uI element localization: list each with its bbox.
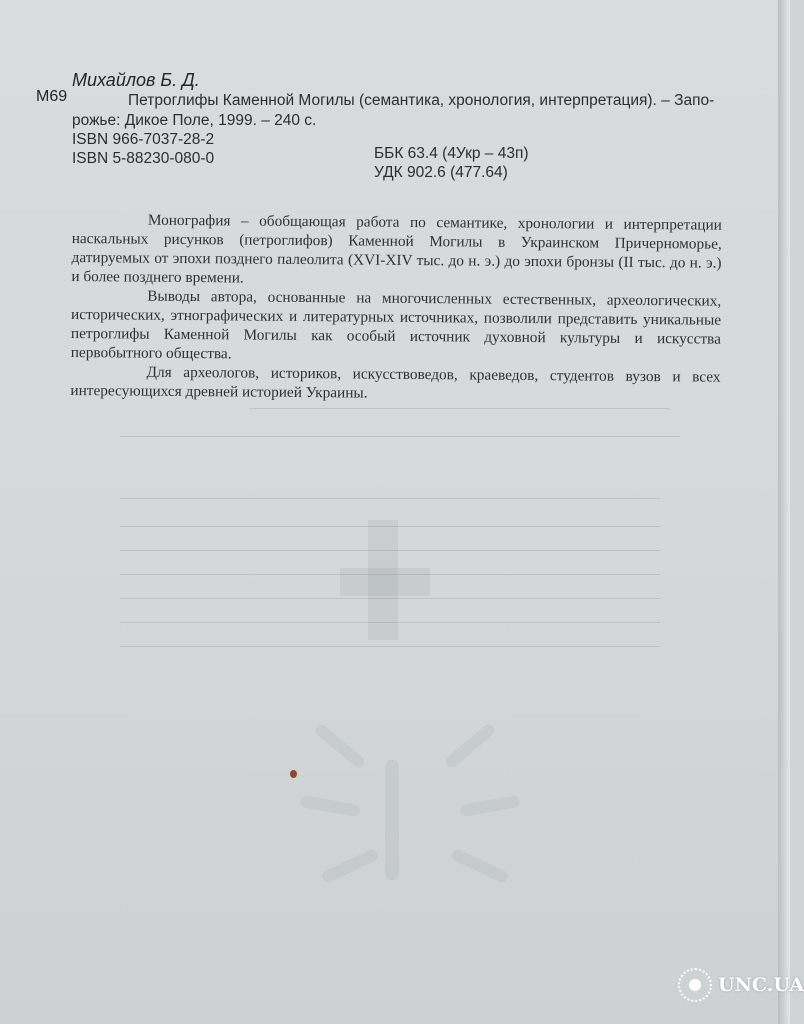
page-edge — [778, 0, 790, 1024]
udk-code: УДК 902.6 (477.64) — [374, 164, 508, 181]
title-line-2: рожье: Дикое Поле, 1999. – 240 с. — [72, 112, 317, 129]
ghost-rule — [120, 646, 660, 647]
title-line-1: Петроглифы Каменной Могилы (семантика, хронология, интерпретация). – Запо- — [128, 92, 715, 109]
abstract-paragraph-2: Выводы автора, основанные на многочисленных естественных, археологических, исторических, этнографических и литературных источниках, позволили представить уникальные петроглифы Каменной Могилы как особый источник духовной культуры и искусства первобытного общества. — [70, 287, 722, 363]
abstract-paragraph-3: Для археологов, историков, искусствоведов, краеведов, студентов вузов и всех интересующихся древней историей Украины. — [70, 363, 721, 402]
ghost-rule — [120, 498, 660, 499]
isbn-2: ISBN 5-88230-080-0 — [72, 150, 215, 167]
watermark-text: UNC.UA — [718, 974, 804, 996]
author-name: Михайлов Б. Д. — [72, 70, 200, 90]
abstract — [70, 210, 722, 406]
ghost-rule — [120, 436, 680, 437]
bbk-code: ББК 63.4 (4Укр – 43п) — [374, 145, 529, 162]
ghost-ray — [313, 722, 367, 770]
isbn-1: ISBN 966-7037-28-2 — [72, 131, 215, 148]
ghost-ray — [299, 795, 360, 817]
ghost-ray — [443, 722, 497, 770]
ghost-ray — [385, 760, 399, 880]
ghost-ray — [450, 848, 509, 884]
site-watermark — [678, 968, 804, 1002]
abstract-paragraph-1: Монография – обобщающая работа по семантике, хронологии и интерпретации наскальных рисунков (петроглифов) Каменной Могилы в Украинском Причерноморье, датируемых от эпохи позднего палеолита (XVI-XIV тыс. до н. э.) до эпохи бронзы (II тыс. до н. э.) и более позднего времени. — [71, 211, 722, 287]
ghost-cross-mark — [340, 568, 430, 596]
sun-logo-icon — [678, 968, 712, 1002]
ghost-ray — [320, 848, 379, 884]
ghost-rule — [250, 408, 670, 409]
ink-stain — [290, 770, 297, 778]
catalog-code: М69 — [36, 88, 68, 105]
ghost-ray — [459, 795, 520, 817]
